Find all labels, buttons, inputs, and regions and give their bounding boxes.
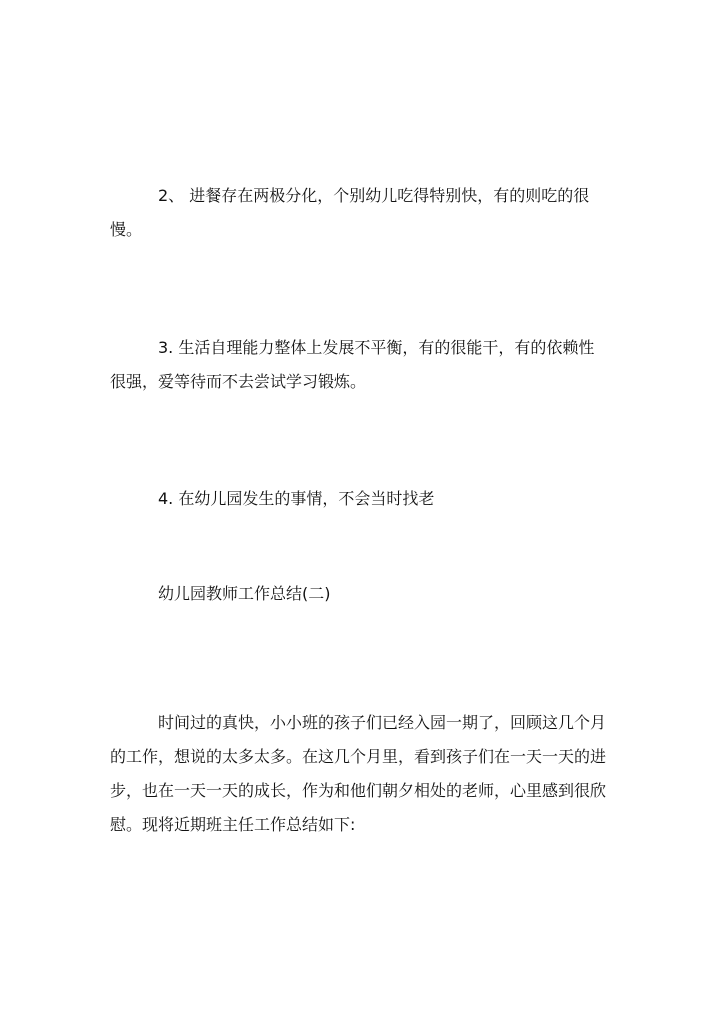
paragraph-item-4: 4. 在幼儿园发生的事情，不会当时找老 <box>158 489 435 508</box>
paragraph-item-2: 2、 进餐存在两极分化，个别幼儿吃得特别快，有的则吃的很慢。 <box>110 186 590 239</box>
body-paragraph: 时间过的真快，小小班的孩子们已经入园一期了，回顾这几个月的工作，想说的太多太多。在这几个月里，看到孩子们在一天一天的进步，也在一天一天的成长，作为和他们朝夕相处的老师，心里感到很欣慰。现将近期班主任工作总结如下: <box>110 713 607 834</box>
section-title: 幼儿园教师工作总结(二) <box>158 584 331 603</box>
paragraph-item-3: 3. 生活自理能力整体上发展不平衡，有的很能干，有的依赖性很强，爱等待而不去尝试学习锻炼。 <box>110 338 595 391</box>
